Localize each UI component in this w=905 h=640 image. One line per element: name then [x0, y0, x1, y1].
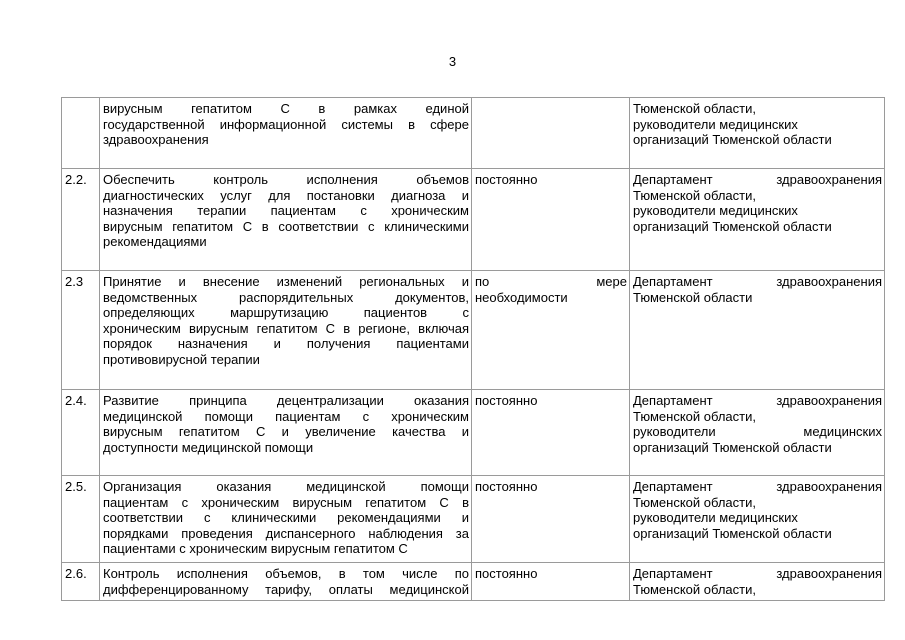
cell-line: постоянно — [475, 479, 538, 494]
item-number-cell: 2.6. — [62, 563, 100, 601]
cell-line: соответствии с клиническими рекомендациями и — [103, 510, 469, 526]
item-number-cell — [62, 98, 100, 169]
cell-line: Департамент здравоохранения — [633, 393, 882, 408]
cell-line: медицинской помощи пациентам с хроническим — [103, 408, 469, 424]
cell-line: руководители медицинских — [633, 424, 882, 440]
table-row — [62, 169, 885, 271]
cell-line: государственной информационной системы в сфере — [103, 116, 469, 132]
cell-line: ведомственных распорядительных документов, — [103, 289, 469, 305]
cell-line: организаций Тюменской области — [633, 218, 832, 234]
table-row — [62, 390, 885, 476]
cell-line: Обеспечить контроль исполнения объемов — [103, 172, 469, 187]
task-cell — [100, 476, 472, 563]
cell-line: Департамент здравоохранения — [633, 566, 882, 581]
term-cell — [472, 98, 630, 169]
cell-line: рекомендациями — [103, 234, 207, 250]
cell-line: пациентам с хроническим вирусным гепатитом С в — [103, 494, 469, 510]
table-row — [62, 476, 885, 563]
cell-line: организаций Тюменской области — [633, 525, 832, 541]
cell-line: назначения терапии пациентам с хроническим — [103, 203, 469, 219]
responsible-cell — [630, 271, 885, 390]
cell-line: руководители медицинских — [633, 116, 798, 132]
cell-line: постоянно — [475, 172, 538, 187]
cell-line: пациентами с хроническим вирусным гепатитом С — [103, 541, 408, 557]
responsible-cell — [630, 169, 885, 271]
cell-line: Контроль исполнения объемов, в том числе по — [103, 566, 469, 581]
task-cell — [100, 271, 472, 390]
cell-line: вирусным гепатитом С в рамках единой — [103, 101, 469, 116]
item-number-cell: 2.3 — [62, 271, 100, 390]
term-cell — [472, 271, 630, 390]
cell-line: Департамент здравоохранения — [633, 479, 882, 494]
page-number: 3 — [448, 54, 457, 69]
cell-line: руководители медицинских — [633, 510, 798, 526]
cell-line: дифференцированному тарифу, оплаты медицинской — [103, 581, 469, 597]
item-number-cell: 2.4. — [62, 390, 100, 476]
cell-line: Департамент здравоохранения — [633, 274, 882, 289]
table-row — [62, 271, 885, 390]
table-row — [62, 563, 885, 601]
cell-line: руководители медицинских — [633, 203, 798, 219]
responsible-cell — [630, 476, 885, 563]
task-cell — [100, 390, 472, 476]
cell-line: постоянно — [475, 566, 538, 581]
cell-line: Развитие принципа децентрализации оказания — [103, 393, 469, 408]
cell-line: организаций Тюменской области — [633, 439, 832, 455]
cell-line: здравоохранения — [103, 132, 209, 148]
measures-table-body — [62, 98, 885, 601]
measures-table — [61, 97, 885, 601]
task-cell — [100, 169, 472, 271]
item-number-cell: 2.5. — [62, 476, 100, 563]
task-cell — [100, 563, 472, 601]
cell-line: Принятие и внесение изменений региональных и — [103, 274, 469, 289]
term-cell — [472, 476, 630, 563]
table-row — [62, 98, 885, 169]
cell-line: доступности медицинской помощи — [103, 439, 314, 455]
cell-line: диагностических услуг для постановки диагноза и — [103, 187, 469, 203]
cell-line: Тюменской области, — [633, 581, 756, 597]
cell-line: хроническим вирусным гепатитом С в регионе, включая — [103, 320, 469, 336]
cell-line: Тюменской области, — [633, 408, 756, 424]
responsible-cell — [630, 563, 885, 601]
cell-line: Тюменской области, — [633, 494, 756, 510]
cell-line: Тюменской области, — [633, 187, 756, 203]
cell-line: организаций Тюменской области — [633, 132, 832, 148]
cell-line: противовирусной терапии — [103, 351, 260, 367]
cell-line: Департамент здравоохранения — [633, 172, 882, 187]
cell-line: Тюменской области, — [633, 101, 756, 116]
item-number-cell: 2.2. — [62, 169, 100, 271]
term-cell — [472, 563, 630, 601]
cell-line: порядок назначения и получения пациентами — [103, 336, 469, 352]
cell-line: вирусным гепатитом С и увеличение качества и — [103, 424, 469, 440]
task-cell — [100, 98, 472, 169]
cell-line: Тюменской области — [633, 289, 753, 305]
responsible-cell — [630, 98, 885, 169]
cell-line: определяющих маршрутизацию пациентов с — [103, 305, 469, 321]
cell-line: необходимости — [475, 289, 568, 305]
cell-line: постоянно — [475, 393, 538, 408]
term-cell — [472, 390, 630, 476]
term-cell — [472, 169, 630, 271]
cell-line: Организация оказания медицинской помощи — [103, 479, 469, 494]
cell-line: вирусным гепатитом С в соответствии с клиническими — [103, 218, 469, 234]
cell-line: порядками проведения диспансерного наблюдения за — [103, 525, 469, 541]
cell-line: по мере — [475, 274, 627, 289]
responsible-cell — [630, 390, 885, 476]
